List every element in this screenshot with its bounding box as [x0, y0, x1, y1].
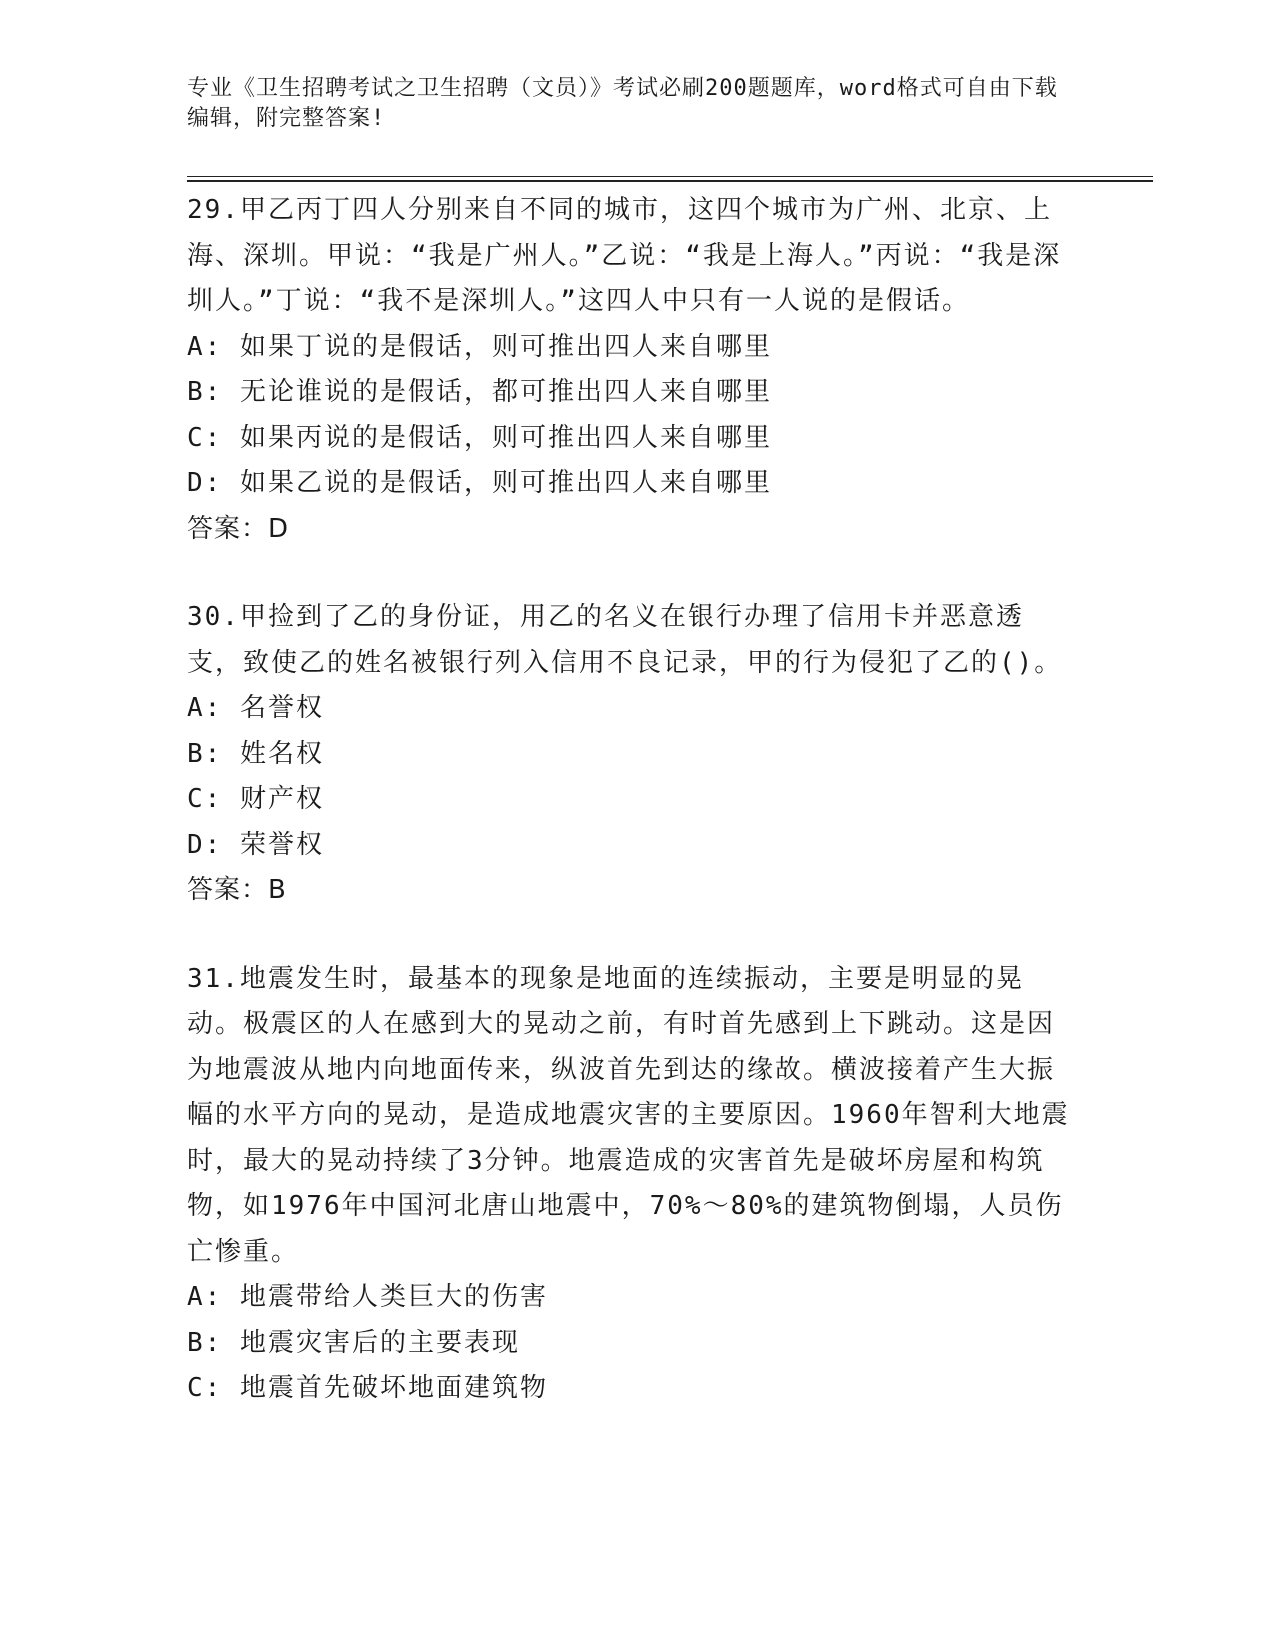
document-header: 专业《卫生招聘考试之卫生招聘（文员）》考试必刷200题题库，word格式可自由下载编辑，附完整答案!	[187, 76, 1058, 131]
question-31	[187, 957, 1077, 1412]
header-divider-thick	[187, 180, 1153, 182]
option-d: D: 荣誉权	[187, 829, 324, 860]
option-a: A: 地震带给人类巨大的伤害	[187, 1282, 548, 1312]
header-divider-thin	[187, 176, 1153, 177]
option-c: C: 地震首先破坏地面建筑物	[187, 1373, 548, 1403]
question-list	[187, 188, 1077, 1455]
answer-line: 答案：D	[187, 513, 290, 544]
option-d: D: 如果乙说的是假话，则可推出四人来自哪里	[187, 468, 772, 498]
option-a: A: 名誉权	[187, 693, 324, 723]
question-30	[187, 595, 1077, 914]
question-stem: 29.甲乙丙丁四人分别来自不同的城市，这四个城市为广州、北京、上海、深圳。甲说：“我是广州人。”乙说：“我是上海人。”丙说：“我是深圳人。”丁说：“我不是深圳人。”这四人中只有一人说的是假话。	[187, 195, 1062, 316]
option-b: B: 地震灾害后的主要表现	[187, 1327, 520, 1358]
option-c: C: 财产权	[187, 784, 324, 814]
option-a: A: 如果丁说的是假话，则可推出四人来自哪里	[187, 331, 772, 362]
question-stem: 30.甲捡到了乙的身份证，用乙的名义在银行办理了信用卡并恶意透支，致使乙的姓名被银行列入信用不良记录，甲的行为侵犯了乙的()。	[187, 602, 1063, 678]
question-stem: 31.地震发生时，最基本的现象是地面的连续振动，主要是明显的晃动。极震区的人在感到大的晃动之前，有时首先感到上下跳动。这是因为地震波从地内向地面传来，纵波首先到达的缘故。横波接着产生大振幅的水平方向的晃动，是造成地震灾害的主要原因。1960年智利大地震时，最大的晃动持续了3分钟。地震造成的灾害首先是破坏房屋和构筑物，如1976年中国河北唐山地震中，70%～80%的建筑物倒塌，人员伤亡惨重。	[187, 963, 1070, 1267]
option-b: B: 无论谁说的是假话，都可推出四人来自哪里	[187, 377, 772, 407]
option-c: C: 如果丙说的是假话，则可推出四人来自哪里	[187, 422, 772, 453]
option-b: B: 姓名权	[187, 738, 324, 769]
answer-line: 答案：B	[187, 875, 287, 905]
question-29	[187, 188, 1077, 552]
